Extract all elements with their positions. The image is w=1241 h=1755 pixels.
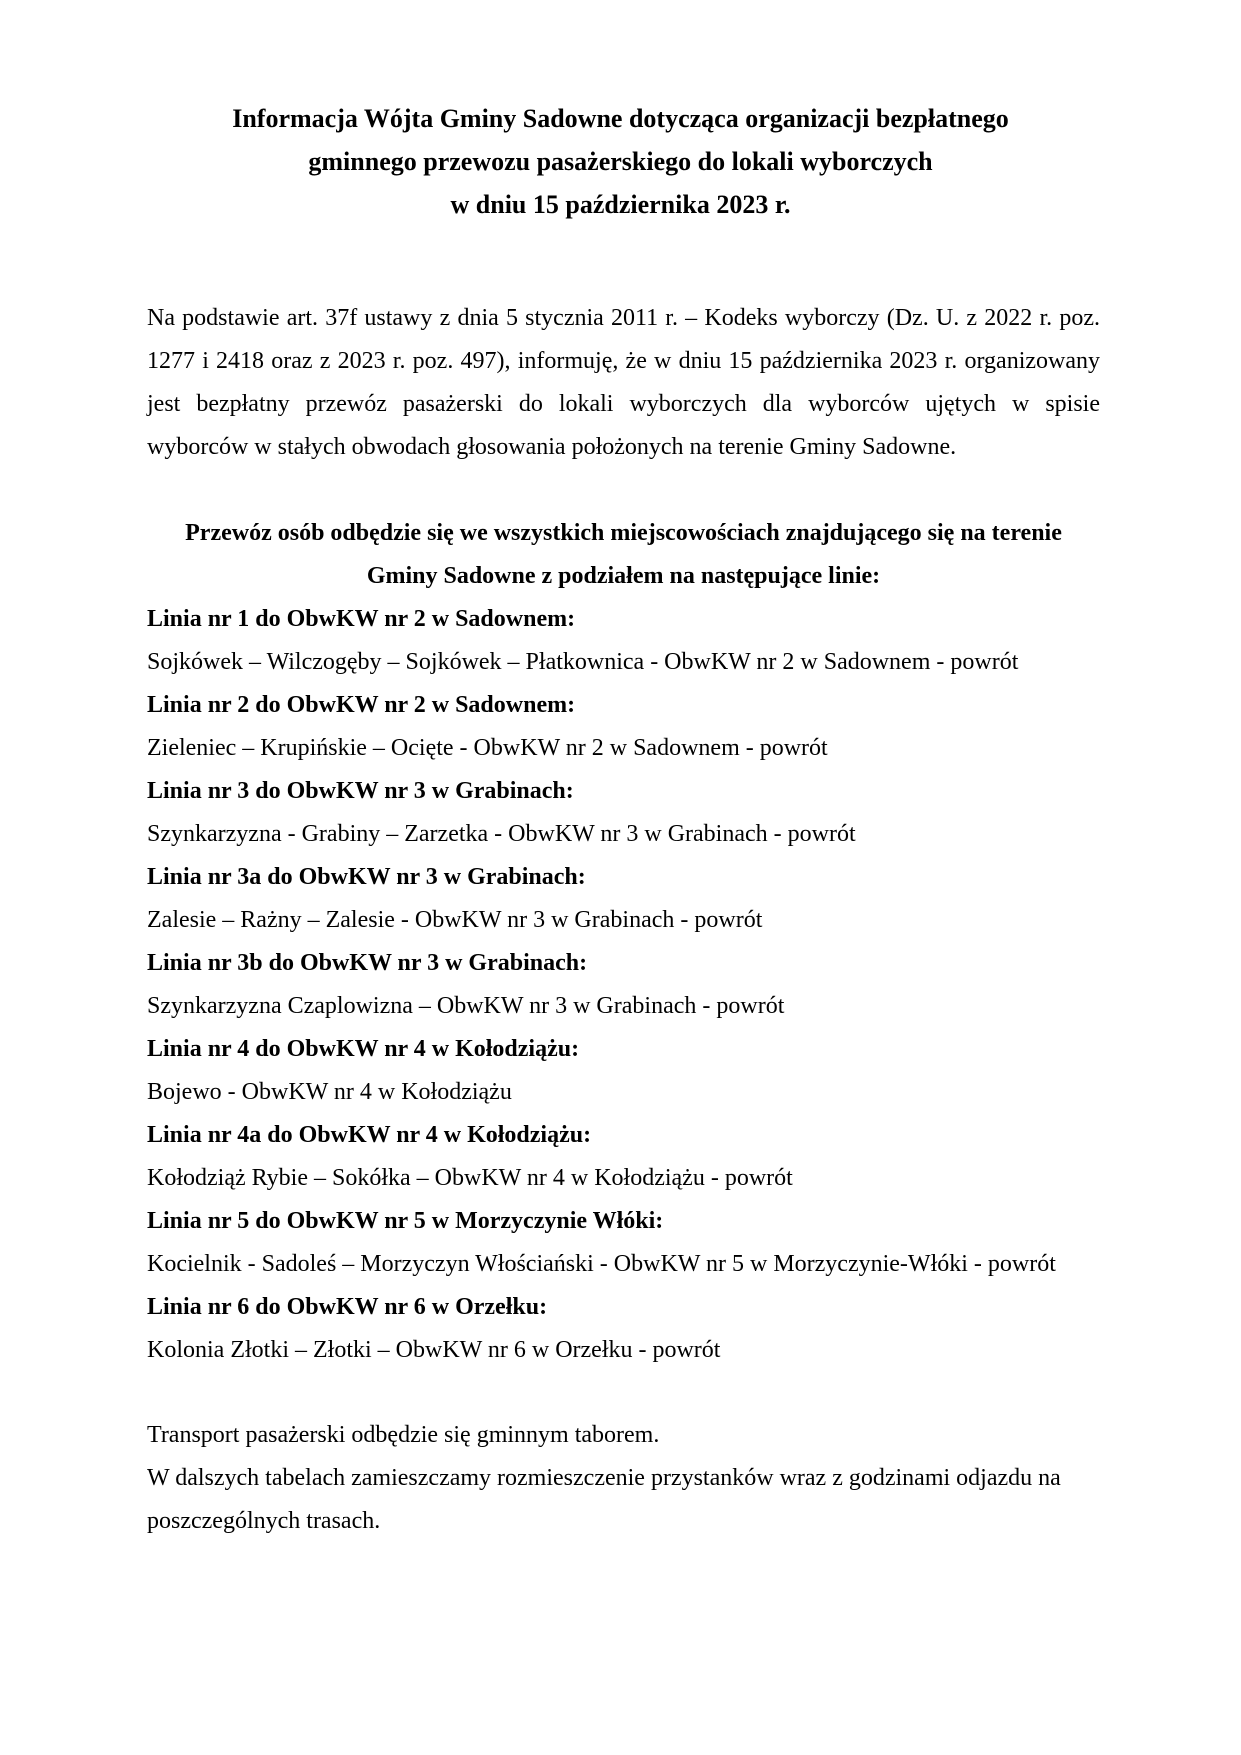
transport-line-item (147, 942, 1100, 1028)
transport-line-item (147, 1114, 1100, 1200)
line-route: Kołodziąż Rybie – Sokółka – ObwKW nr 4 w Kołodziążu - powrót (147, 1165, 793, 1191)
intro-line: wyborców w stałych obwodach głosowania położonych na terenie Gminy Sadowne. (147, 434, 957, 460)
transport-line-item (147, 1200, 1100, 1286)
line-route: Bojewo - ObwKW nr 4 w Kołodziążu (147, 1079, 512, 1105)
title-line: gminnego przewozu pasażerskiego do lokali wyborczych (308, 147, 933, 176)
line-title: Linia nr 6 do ObwKW nr 6 w Orzełku: (147, 1294, 548, 1320)
transport-line-item (147, 598, 1100, 684)
transport-line-item (147, 1286, 1100, 1372)
transport-line-item (147, 770, 1100, 856)
line-route: Szynkarzyzna - Grabiny – Zarzetka - ObwKW nr 3 w Grabinach - powrót (147, 821, 856, 847)
line-title: Linia nr 3a do ObwKW nr 3 w Grabinach: (147, 864, 586, 890)
title-line: Informacja Wójta Gminy Sadowne dotycząca organizacji bezpłatnego (232, 104, 1009, 133)
intro-line: jest bezpłatny przewóz pasażerski do lokali wyborczych dla wyborców ujętych w spisie (147, 391, 1100, 417)
line-route: Kolonia Złotki – Złotki – ObwKW nr 6 w Orzełku - powrót (147, 1337, 721, 1363)
closing-line: W dalszych tabelach zamieszczamy rozmieszczenie przystanków wraz z godzinami odjazdu na (147, 1465, 1061, 1491)
closing-line: poszczególnych trasach. (147, 1508, 381, 1534)
intro-line: Na podstawie art. 37f ustawy z dnia 5 stycznia 2011 r. – Kodeks wyborczy (Dz. U. z 2022 r. poz. (147, 305, 1100, 331)
transport-line-item (147, 1028, 1100, 1114)
section-heading (147, 512, 1100, 598)
line-route: Zieleniec – Krupińskie – Ocięte - ObwKW nr 2 w Sadownem - powrót (147, 735, 828, 761)
line-title: Linia nr 5 do ObwKW nr 5 w Morzyczynie Włóki: (147, 1208, 664, 1234)
line-route: Szynkarzyzna Czaplowizna – ObwKW nr 3 w Grabinach - powrót (147, 993, 785, 1019)
intro-line: 1277 i 2418 oraz z 2023 r. poz. 497), informuję, że w dniu 15 października 2023 r. organizowany (147, 348, 1100, 374)
closing-paragraph (147, 1414, 1100, 1543)
section-heading-line: Przewóz osób odbędzie się we wszystkich miejscowościach znajdującego się na terenie (185, 520, 1062, 546)
section-heading-line: Gminy Sadowne z podziałem na następujące linie: (366, 563, 881, 589)
line-title: Linia nr 2 do ObwKW nr 2 w Sadownem: (147, 692, 576, 718)
line-title: Linia nr 4 do ObwKW nr 4 w Kołodziążu: (147, 1036, 580, 1062)
document-title (120, 97, 1121, 226)
line-title: Linia nr 1 do ObwKW nr 2 w Sadownem: (147, 606, 576, 632)
line-route: Sojkówek – Wilczogęby – Sojkówek – Płatkownica - ObwKW nr 2 w Sadownem - powrót (147, 649, 1019, 675)
closing-line: Transport pasażerski odbędzie się gminnym taborem. (147, 1422, 660, 1448)
line-route: Zalesie – Rażny – Zalesie - ObwKW nr 3 w Grabinach - powrót (147, 907, 763, 933)
title-line: w dniu 15 października 2023 r. (450, 190, 791, 219)
transport-line-item (147, 856, 1100, 942)
line-title: Linia nr 3b do ObwKW nr 3 w Grabinach: (147, 950, 588, 976)
transport-line-item (147, 684, 1100, 770)
transport-lines-list (147, 598, 1100, 1372)
line-route: Kocielnik - Sadoleś – Morzyczyn Włościański - ObwKW nr 5 w Morzyczynie-Włóki - powrót (147, 1251, 1056, 1277)
intro-paragraph (147, 297, 1100, 469)
line-title: Linia nr 3 do ObwKW nr 3 w Grabinach: (147, 778, 574, 804)
line-title: Linia nr 4a do ObwKW nr 4 w Kołodziążu: (147, 1122, 592, 1148)
